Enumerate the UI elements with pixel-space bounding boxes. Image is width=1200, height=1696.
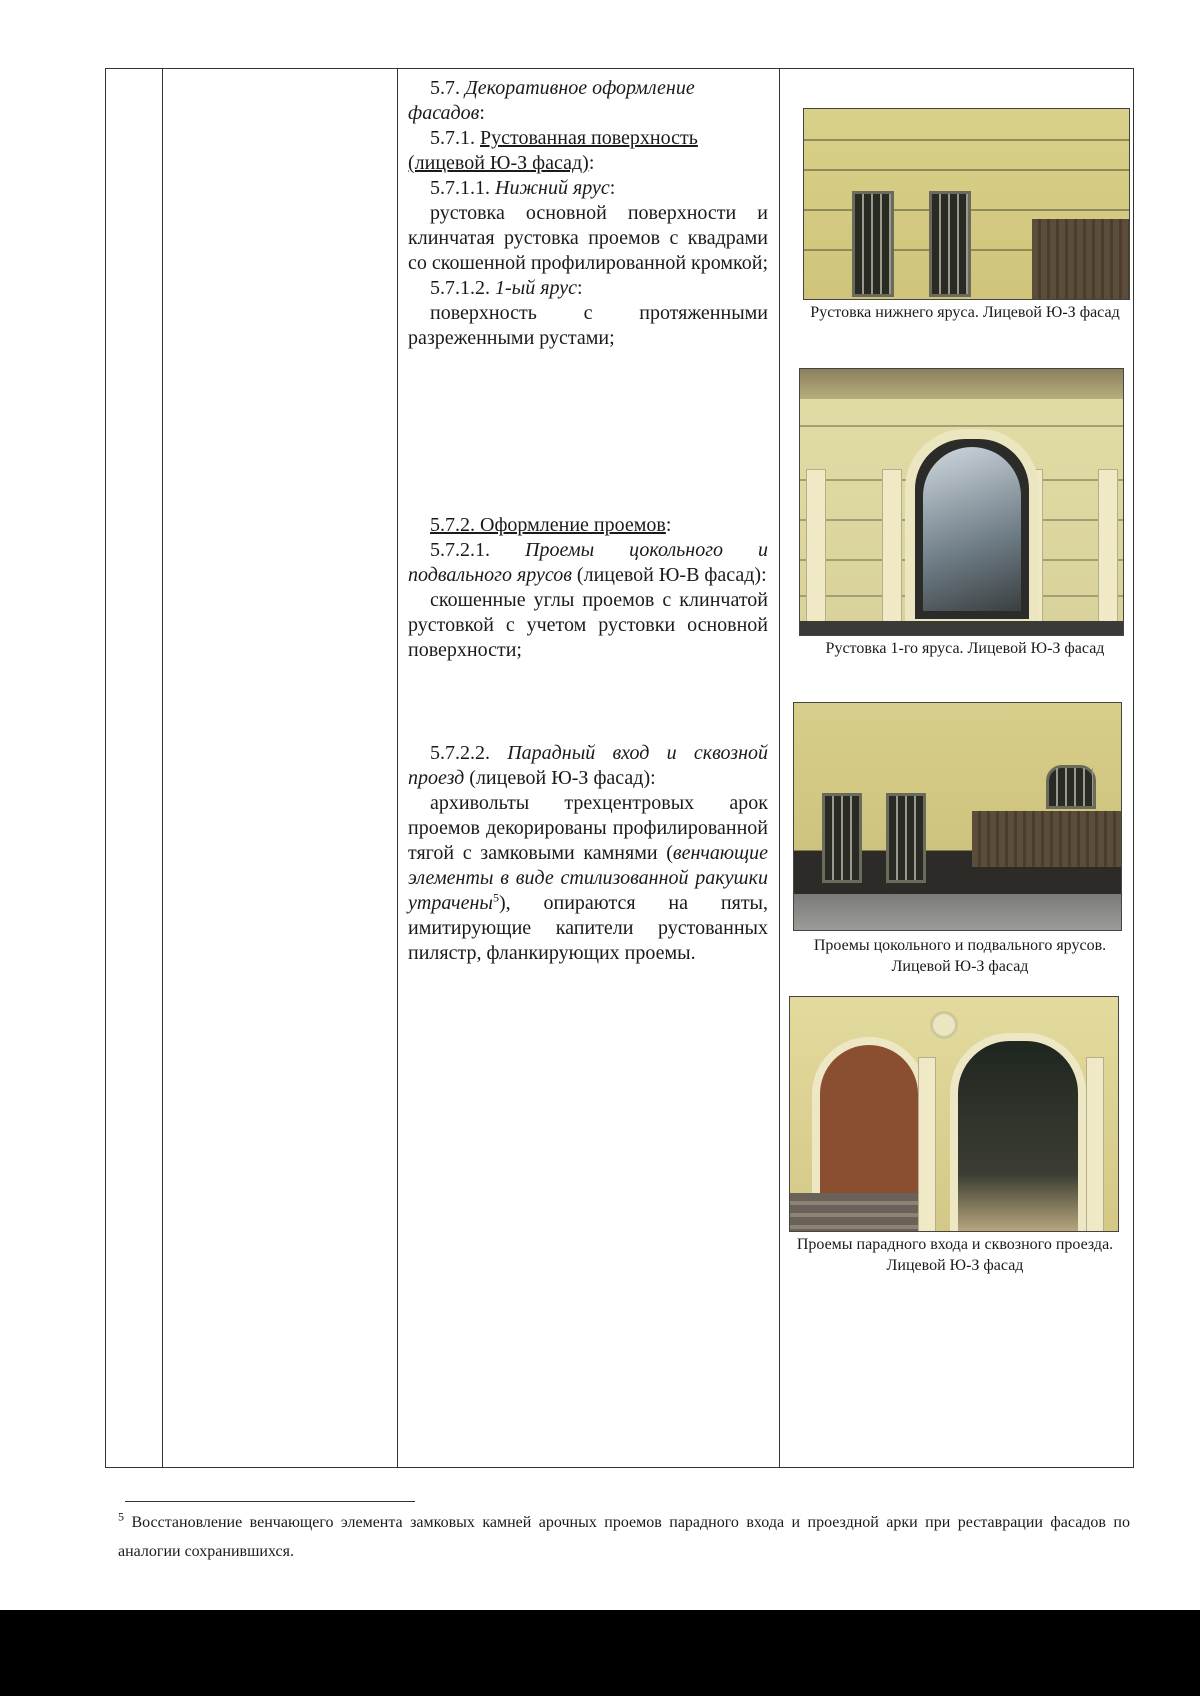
paragraph-5-7-2-1: скошенные углы проемов с клинчатой рустовкой с учетом рустовки основной поверхности;	[408, 589, 768, 661]
photo-first-tier-rustication	[799, 368, 1124, 636]
text-column	[408, 76, 768, 966]
heading-5-7-1: 5.7.1. Рустованная поверхность (лицевой Ю-З фасад):	[408, 127, 698, 174]
heading-5-7-2-2: 5.7.2.2. Парадный вход и сквозной проезд (лицевой Ю-З фасад):	[408, 742, 768, 789]
paragraph-5-7-1-1: рустовка основной поверхности и клинчатая рустовка проемов с квадрами со скошенной профилированной кромкой;	[408, 202, 769, 274]
column-divider-3	[779, 69, 780, 1467]
footnote-separator	[125, 1501, 415, 1502]
footnote-text: Восстановление венчающего элемента замковых камней арочных проемов парадного входа и проездной арки при реставрации фасадов по аналогии сохранившихся.	[118, 1514, 1130, 1560]
heading-5-7-1-2: 5.7.1.2. 1-ый ярус:	[430, 277, 583, 299]
caption-photo-4: Проемы парадного входа и сквозного проезда. Лицевой Ю-З фасад	[796, 1236, 1114, 1274]
heading-5-7-2: 5.7.2. Оформление проемов:	[430, 514, 672, 536]
column-divider-1	[162, 69, 163, 1467]
caption-photo-3: Проемы цокольного и подвального ярусов. Лицевой Ю-З фасад	[813, 937, 1107, 975]
footnote-reference: 5	[492, 890, 499, 905]
photo-entrance-arches	[789, 996, 1119, 1232]
paragraph-5-7-2-2: архивольты трехцентровых арок проемов декорированы профилированной тягой с замковыми камнями (венчающие элементы в виде стилизованной ракушки утрачены$^5$), опираются на пяты, имитирующие капители рустованных пилястр, фланкирующих проемы.	[408, 792, 768, 964]
footnote	[118, 1508, 1130, 1566]
heading-5-7-1-1: 5.7.1.1. Нижний ярус:	[430, 177, 616, 199]
caption-photo-1: Рустовка нижнего яруса. Лицевой Ю-З фасад	[810, 304, 1120, 321]
photo-lower-tier-rustication	[803, 108, 1130, 300]
photo-basement-openings	[793, 702, 1122, 931]
heading-5-7: 5.7. Декоративное оформление фасадов:	[408, 77, 695, 124]
scan-border	[0, 1610, 1200, 1696]
footnote-mark: 5	[118, 1509, 124, 1524]
paragraph-5-7-1-2: поверхность с протяженными разреженными рустами;	[408, 302, 768, 349]
column-divider-2	[397, 69, 398, 1467]
caption-photo-2: Рустовка 1-го яруса. Лицевой Ю-З фасад	[825, 640, 1105, 657]
heading-5-7-2-1: 5.7.2.1. Проемы цокольного и подвального ярусов (лицевой Ю-В фасад):	[408, 539, 768, 586]
